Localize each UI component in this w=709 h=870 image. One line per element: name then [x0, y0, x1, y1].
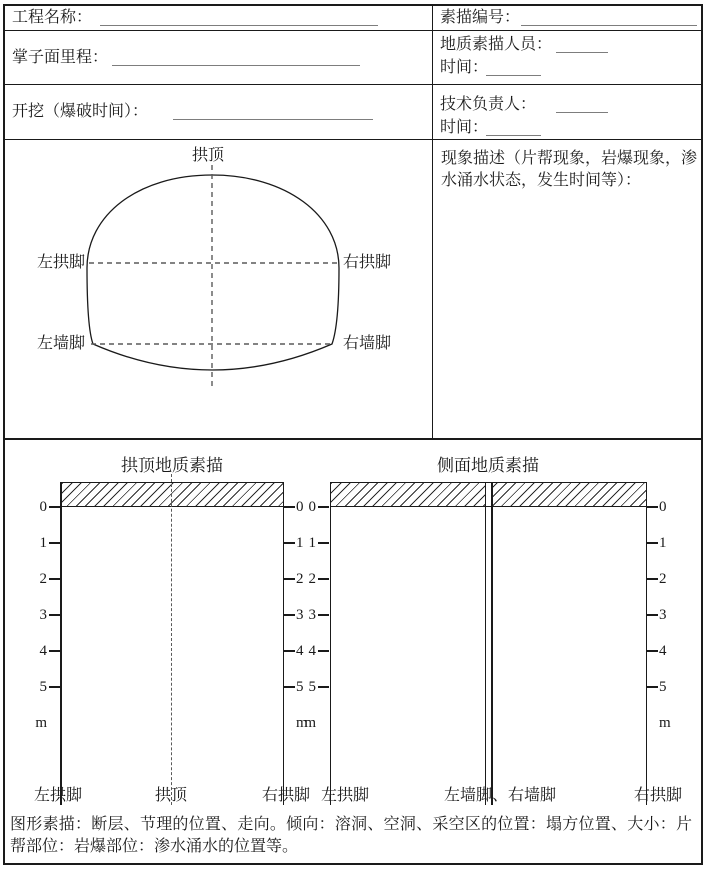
scale-tick-label: 0: [308, 499, 316, 515]
scale-tick-label: 1: [296, 535, 304, 551]
row-divider-2: [3, 84, 703, 85]
scale-tick-label: 1: [39, 535, 47, 551]
footer-note-text: 图形素描：断层、节理的位置、走向。倾向：溶洞、空洞、采空区的位置：塌方位置、大小：片帮部位：岩爆部位：渗水涌水的位置等。: [10, 816, 692, 855]
scale-tick-label: 3: [308, 607, 316, 623]
scale-tick-label: 2: [39, 571, 47, 587]
crown-sketch-hatch-bar: [61, 482, 284, 507]
surveyor-time-label: 时间：: [440, 59, 489, 76]
scale-tick-label: 5: [39, 679, 47, 695]
tunnel-cross-section-cell: [0, 140, 433, 439]
scale-tick-label: 2: [308, 571, 316, 587]
crown-sketch-label-right: 右拱脚: [261, 787, 311, 804]
scale-tickmark: [318, 686, 329, 688]
scale-tick-label: 4: [39, 643, 47, 659]
excavation-label: 开挖（爆破时间）：: [12, 103, 149, 120]
scale-tick-label: 1: [308, 535, 316, 551]
scale-tickmark: [647, 578, 658, 580]
tech-lead-time-input[interactable]: [486, 117, 541, 136]
sketch-section: [0, 440, 709, 865]
scale-tickmark: [318, 578, 329, 580]
sketch-no-label: 素描编号：: [440, 9, 521, 26]
scale-tickmark: [647, 542, 658, 544]
tech-lead-input[interactable]: [556, 94, 608, 113]
face-mileage-input[interactable]: [112, 47, 360, 66]
scale-unit-label: m: [296, 715, 308, 731]
scale-tick-label: 2: [296, 571, 304, 587]
side-sketch-wall-line-right: [491, 482, 493, 805]
side-sketch-label-left: 左拱脚: [320, 787, 370, 804]
crown-sketch-left-axis: [60, 482, 62, 805]
tech-lead-time-label: 时间：: [440, 119, 489, 136]
scale-tickmark: [49, 686, 60, 688]
scale-tickmark: [49, 578, 60, 580]
scale-tickmark: [647, 650, 658, 652]
side-sketch-title: 侧面地质素描: [437, 456, 539, 475]
project-name-label: 工程名称：: [12, 9, 93, 26]
crown-sketch-center-dashed-line: [171, 474, 172, 805]
scale-tick-label: 1: [659, 535, 667, 551]
scale-tick-label: 3: [659, 607, 667, 623]
side-sketch-label-right: 右拱脚: [633, 787, 683, 804]
surveyor-input[interactable]: [556, 34, 608, 53]
side-sketch-right-axis: [646, 482, 648, 805]
excavation-input[interactable]: [173, 101, 373, 120]
scale-unit-label: m: [35, 715, 47, 731]
scale-tickmark: [49, 650, 60, 652]
project-name-input[interactable]: [100, 7, 378, 26]
sketch-no-input[interactable]: [521, 7, 697, 26]
scale-tickmark: [647, 506, 658, 508]
left-arch-foot-label: 左拱脚: [36, 254, 85, 271]
crown-sketch-right-axis: [283, 482, 285, 805]
scale-tick-label: 3: [296, 607, 304, 623]
face-mileage-label: 掌子面里程：: [12, 49, 109, 66]
crown-sketch-title: 拱顶地质素描: [121, 456, 223, 475]
crown-sketch-label-left: 左拱脚: [33, 787, 83, 804]
scale-tick-label: 4: [659, 643, 667, 659]
right-wall-foot-label: 右墙脚: [343, 335, 392, 352]
row-divider-1: [3, 30, 703, 31]
scale-tickmark: [284, 542, 295, 544]
scale-tickmark: [284, 686, 295, 688]
surveyor-label: 地质素描人员：: [440, 36, 553, 53]
side-sketch-wall-line-left: [485, 482, 487, 805]
crown-sketch-label-center: 拱顶: [154, 787, 188, 804]
scale-tickmark: [318, 506, 329, 508]
side-sketch-left-axis: [330, 482, 332, 805]
scale-tickmark: [49, 506, 60, 508]
surveyor-time-input[interactable]: [486, 57, 541, 76]
scale-tickmark: [284, 506, 295, 508]
scale-tickmark: [318, 542, 329, 544]
scale-tickmark: [647, 614, 658, 616]
tunnel-outline-drawing: [0, 140, 433, 439]
phenomenon-description-text: 现象描述（片帮现象，岩爆现象，渗水涌水状态，发生时间等）：: [441, 150, 698, 189]
scale-unit-label: m: [659, 715, 671, 731]
scale-tick-label: 0: [296, 499, 304, 515]
scale-tick-label: 2: [659, 571, 667, 587]
scale-tick-label: 0: [659, 499, 667, 515]
side-sketch-label-center: 左墙脚、右墙脚: [443, 787, 557, 804]
scale-tick-label: 0: [39, 499, 47, 515]
scale-tickmark: [49, 542, 60, 544]
scale-tickmark: [647, 686, 658, 688]
scale-tickmark: [284, 614, 295, 616]
scale-tick-label: 5: [308, 679, 316, 695]
scale-tickmark: [284, 578, 295, 580]
tech-lead-label: 技术负责人：: [440, 96, 537, 113]
crown-label: 拱顶: [191, 147, 225, 164]
scale-tickmark: [318, 650, 329, 652]
scale-unit-label: m: [304, 715, 316, 731]
scale-tickmark: [49, 614, 60, 616]
scale-tick-label: 3: [39, 607, 47, 623]
scale-tickmark: [318, 614, 329, 616]
left-wall-foot-label: 左墙脚: [36, 335, 85, 352]
scale-tick-label: 4: [308, 643, 316, 659]
right-arch-foot-label: 右拱脚: [343, 254, 392, 271]
tunnel-outline-path: [87, 175, 339, 370]
scale-tick-label: 5: [296, 679, 304, 695]
scale-tickmark: [284, 650, 295, 652]
scale-tick-label: 4: [296, 643, 304, 659]
scale-tick-label: 5: [659, 679, 667, 695]
